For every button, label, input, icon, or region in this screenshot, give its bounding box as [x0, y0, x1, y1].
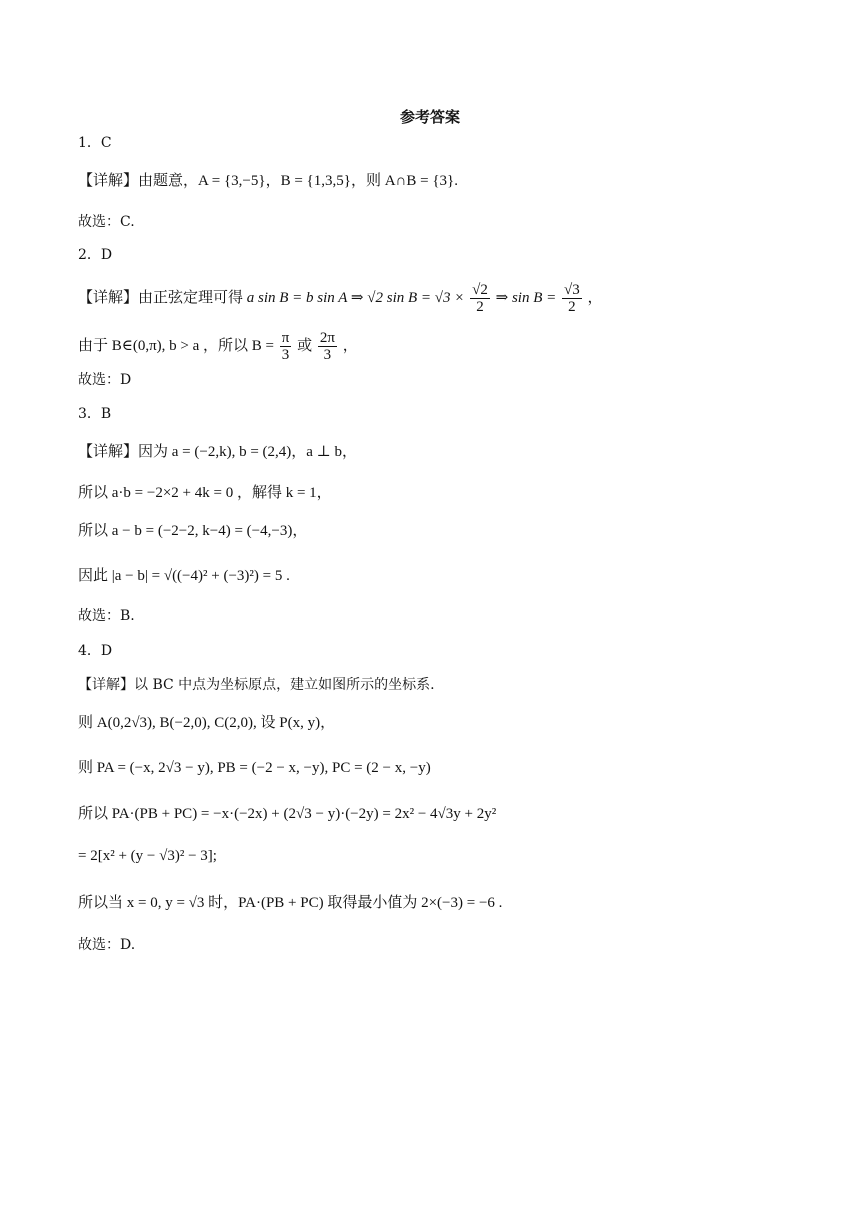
fraction-denominator: 3 — [323, 347, 332, 364]
answer-4-dot-product: 所以 PA·(PB + PC) = −x·(−2x) + (2√3 − y)·(−2y) = 2x² − 4√3y + 2y² — [78, 806, 497, 822]
answer-2-choice: 故选：D — [78, 372, 132, 388]
page-title: 参考答案 — [399, 108, 460, 126]
answer-4-detail: 【详解】以 BC 中点为坐标原点，建立如图所示的坐标系. — [78, 677, 435, 693]
answer-4-choice: 故选：D. — [78, 937, 136, 953]
answer-3-dot-product: 所以 a·b = −2×2 + 4k = 0 ，解得 k = 1， — [78, 485, 332, 501]
fraction-denominator: 2 — [476, 299, 484, 316]
detail-text: 或 — [297, 338, 313, 354]
detail-text: 【详解】由正弦定理可得 — [78, 290, 244, 306]
answer-4-vectors: 则 PA = (−x, 2√3 − y), PB = (−2 − x, −y), PC = (2 − x, −y) — [78, 760, 431, 776]
fraction-numerator: √2 — [472, 282, 488, 299]
answer-1-detail: 【详解】由题意，A = {3,−5}，B = {1,3,5}，则 A∩B = {3}. — [78, 173, 458, 189]
fraction — [318, 330, 337, 363]
answer-2-label: 2．D — [78, 247, 113, 263]
fraction — [280, 330, 292, 363]
math-expression: ⇒ sin B = — [495, 290, 557, 306]
punctuation: ， — [342, 338, 358, 354]
punctuation: ， — [587, 290, 603, 306]
fraction-numerator: π — [281, 330, 290, 347]
detail-text: 由于 B∈(0,π), b > a ，所以 B = — [78, 338, 275, 354]
fraction — [562, 282, 582, 315]
answer-4-points: 则 A(0,2√3), B(−2,0), C(2,0), 设 P(x, y)， — [78, 715, 336, 731]
fraction-denominator: 2 — [568, 299, 576, 316]
answer-2-detail — [78, 280, 602, 316]
answer-3-detail: 【详解】因为 a = (−2,k), b = (2,4)，a ⊥ b， — [78, 444, 358, 460]
answer-2-range — [78, 328, 358, 364]
fraction-numerator: √3 — [563, 282, 580, 299]
answer-3-label: 3．B — [78, 406, 112, 422]
fraction — [470, 282, 490, 315]
answer-1-label: 1．C — [78, 135, 112, 151]
answer-4-minimum: 所以当 x = 0, y = √3 时，PA·(PB + PC) 取得最小值为 2×(−3) = −6 . — [78, 895, 503, 911]
math-expression: a sin B = b sin A ⇒ √2 sin B = √3 × — [246, 290, 465, 306]
answer-3-difference: 所以 a − b = (−2−2, k−4) = (−4,−3)， — [78, 523, 308, 539]
fraction-numerator: 2π — [319, 330, 335, 347]
fraction-denominator: 3 — [281, 347, 290, 364]
answer-4-complete-square: = 2[x² + (y − √3)² − 3]; — [78, 848, 217, 864]
answer-3-magnitude: 因此 |a − b| = √((−4)² + (−3)²) = 5 . — [78, 568, 290, 584]
answer-4-label: 4．D — [78, 643, 113, 659]
answer-1-choice: 故选：C. — [78, 214, 135, 230]
answer-3-choice: 故选：B. — [78, 608, 135, 624]
